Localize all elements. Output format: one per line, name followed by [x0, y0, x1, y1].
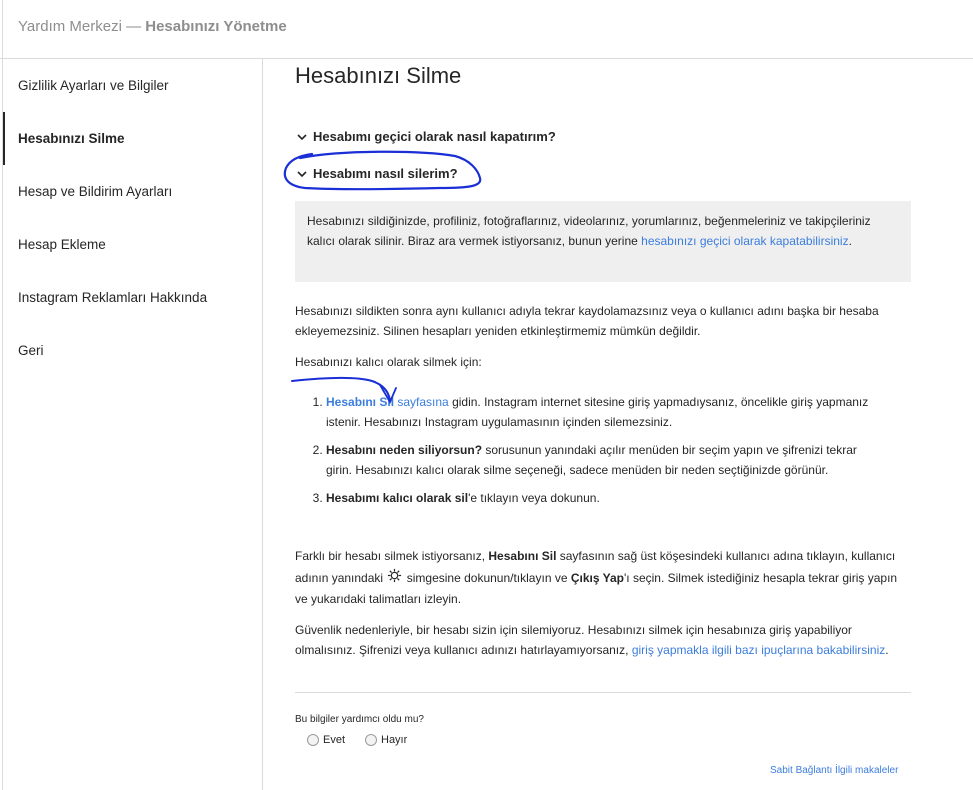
page-header-title: [18, 18, 287, 35]
note-end: .: [848, 233, 852, 248]
step-text: sorusunun yanındaki açılır menüden bir seçim yapın ve şifrenizi tekrar girin. Hesabınızı kalıcı olarak silme seçeneği, sadece menüden bir neden seçtiğinizde görünür.: [326, 443, 857, 477]
sidebar-item-label: Geri: [18, 343, 44, 358]
sidebar-item-label: Hesap ve Bildirim Ayarları: [18, 184, 173, 199]
divider: [295, 692, 911, 693]
radio-circle[interactable]: [307, 734, 319, 746]
accordion-deactivate[interactable]: [296, 129, 556, 144]
step-bold: Hesabımı kalıcı olarak sil: [326, 491, 469, 505]
header-bar: [0, 0, 973, 59]
list-item: [326, 393, 875, 432]
para3-d: simgesine dokunun/tıklayın ve: [403, 570, 571, 585]
sidebar: [2, 59, 263, 790]
para3-a: Farklı bir hesabı silmek istiyorsanız,: [295, 549, 489, 563]
related-articles-link[interactable]: İlgili makaleler: [835, 765, 899, 776]
paragraph-security: [295, 621, 911, 660]
steps-list: [295, 393, 875, 518]
feedback-no-radio[interactable]: [365, 734, 407, 746]
sidebar-item-privacy[interactable]: [3, 59, 262, 112]
step-bold: Hesabını neden siliyorsun?: [326, 443, 483, 457]
deactivate-link[interactable]: hesabınızı geçici olarak kapatabilirsiniz: [641, 233, 849, 248]
gear-icon: [387, 568, 402, 583]
list-item: [326, 441, 875, 480]
accordion-label: Hesabımı nasıl silerim?: [313, 166, 458, 181]
accordion-label: Hesabımı geçici olarak nasıl kapatırım?: [313, 129, 556, 144]
delete-link-rest: sayfasına: [394, 395, 449, 409]
sidebar-item-add-account[interactable]: [3, 218, 262, 271]
list-item: [326, 489, 875, 509]
para3-f: 'ı seçin. Silmek istediğiniz hesapla tekrar giriş yapın ve yukarıdaki talimatları izleyin.: [295, 570, 898, 606]
sidebar-item-label: Hesap Ekleme: [18, 237, 106, 252]
step-text: gidin. Instagram internet sitesine giriş yapmadıysanız, öncelikle giriş yapmanız istenir. Hesabınızı Instagram uygulamasının içinden silemezsiniz.: [326, 395, 869, 429]
step-text: 'e tıklayın veya dokunun.: [468, 491, 600, 505]
header-section: Hesabınızı Yönetme: [145, 18, 287, 35]
para3-bold: Hesabını Sil: [488, 549, 557, 563]
sidebar-item-label: Hesabınızı Silme: [18, 131, 125, 146]
delete-account-page-link[interactable]: [326, 395, 449, 409]
chevron-down-icon: [296, 131, 308, 143]
para4-end: .: [885, 642, 889, 657]
header-prefix: Yardım Merkezi —: [18, 18, 142, 35]
paragraph-intro-steps: Hesabınızı kalıcı olarak silmek için:: [295, 355, 482, 369]
feedback-no-label: Hayır: [381, 734, 408, 746]
feedback-question: Bu bilgiler yardımcı oldu mu?: [295, 714, 424, 725]
sidebar-item-account-notifications[interactable]: [3, 165, 262, 218]
delete-link-bold: Hesabını Sil: [326, 395, 395, 409]
permalink-link[interactable]: Sabit Bağlantı: [770, 765, 833, 776]
feedback-yes-radio[interactable]: [307, 734, 345, 746]
para3-c: sayfasının sağ üst köşesindeki kullanıcı adına tıklayın, kullanıcı adının yanındaki: [295, 549, 896, 585]
para4-text: Güvenlik nedenleriyle, bir hesabı sizin için silemiyoruz. Hesabınızı silmek için hesabınıza giriş yapabiliyor olmalısınız. Şifrenizi veya kullanıcı adınızı hatırlayamıyorsanız,: [295, 623, 852, 657]
sidebar-item-delete-account[interactable]: [3, 112, 262, 165]
sidebar-item-label: Instagram Reklamları Hakkında: [18, 290, 208, 305]
paragraph-no-reuse: Hesabınızı sildikten sonra aynı kullanıcı adıyla tekrar kaydolamazsınız veya o kullanıcı adını başka bir hesaba ekleyemezsiniz. Silinen hesapları yeniden etkinleştirmemiz mümkün değildir.: [295, 304, 879, 338]
info-note: [295, 201, 911, 282]
chevron-down-icon: [296, 168, 308, 180]
login-tips-link[interactable]: giriş yapmakla ilgili bazı ipuçlarına bakabilirsiniz: [631, 642, 886, 657]
page-title: Hesabınızı Silme: [295, 63, 462, 88]
footer-links: [770, 765, 898, 776]
sidebar-item-ads[interactable]: [3, 271, 262, 324]
sidebar-item-label: Gizlilik Ayarları ve Bilgiler: [18, 78, 169, 93]
sidebar-item-back[interactable]: [3, 324, 262, 377]
feedback-yes-label: Evet: [323, 734, 346, 746]
paragraph-other-account: [295, 546, 911, 611]
radio-circle[interactable]: [365, 734, 377, 746]
accordion-delete[interactable]: [296, 166, 458, 181]
note-text: Hesabınızı sildiğinizde, profiliniz, fotoğraflarınız, videolarınız, yorumlarınız, beğenmeleriniz ve takipçileriniz kalıcı olarak silinir. Biraz ara vermek istiyorsanız, bunun yerine: [307, 214, 871, 248]
header-divider: [2, 0, 3, 59]
para3-logout-bold: Çıkış Yap: [570, 570, 624, 585]
